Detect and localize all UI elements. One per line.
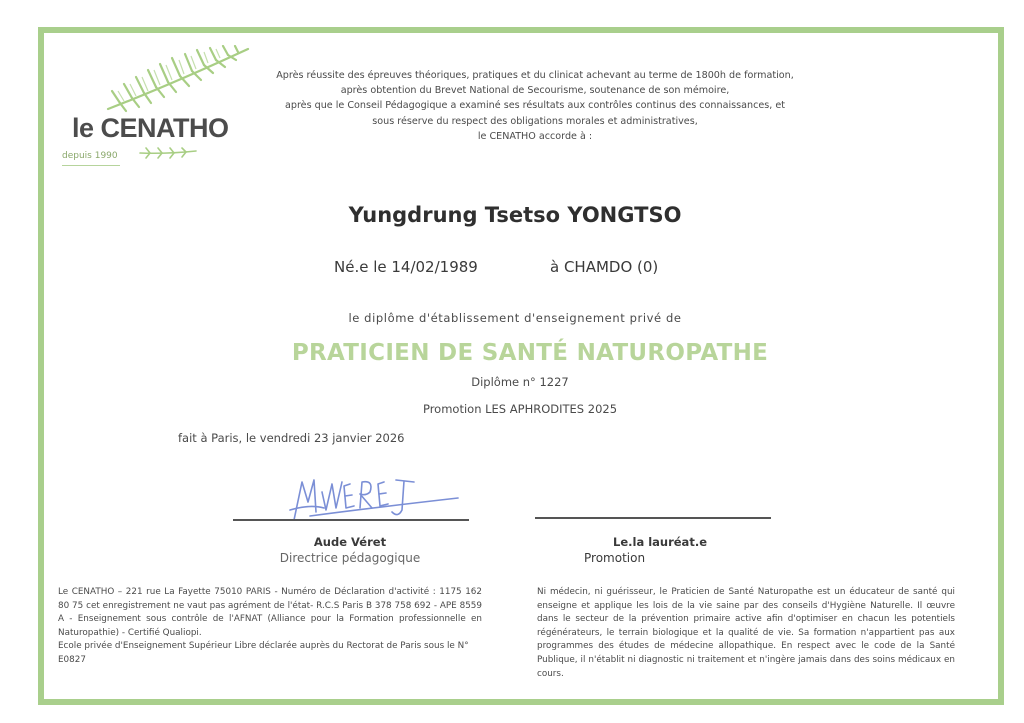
signature-line-left [233, 519, 469, 521]
recipient-name: Yungdrung Tsetso YONGTSO [348, 203, 682, 227]
signature-line-right [535, 517, 771, 519]
birth-date: Né.e le 14/02/1989 [334, 258, 478, 276]
fern-icon [60, 45, 255, 115]
footer-legal [58, 586, 482, 668]
logo-since: depuis 1990 [62, 151, 118, 161]
logo-wordmark: le CENATHO [72, 113, 229, 143]
signer-name: Aude Véret [313, 535, 387, 549]
diploma-number: Diplôme n° 1227 [471, 375, 569, 389]
diploma-title: PRATICIEN DE SANTÉ NATUROPATHE [291, 340, 769, 366]
intro-line: sous réserve du respect des obligations morales et administratives, [372, 115, 698, 127]
issue-date-place: fait à Paris, le vendredi 23 janvier 2026 [178, 431, 405, 445]
laureate-role: Promotion [584, 551, 646, 565]
footer-disclaimer: Ni médecin, ni guérisseur, le Praticien de Santé Naturopathe est un éducateur de santé qui enseigne et applique les lois de la vie saine par des conseils d'Hygiène Naturelle. Il œuvre dans le secteur de la prévention primaire active afin d'optimiser en chacun les potentiels régénérateurs, le terrain biologique et la qualité de vie. Sa formation n'appartient pas aux programmes des études de médecine allopathique. En respect avec le code de la Santé Publique, il n'établit ni diagnostic ni traitement et n'ingère jamais dans des soins médicaux en cours. [537, 587, 955, 679]
intro-paragraph [265, 68, 805, 144]
intro-line: après que le Conseil Pédagogique a examiné ses résultats aux contrôles continus des connaissances, et [284, 100, 786, 112]
footer-legal-text-2: Ecole privée d'Enseignement Supérieur Libre déclarée auprès du Rectorat de Paris sous le N° E0827 [58, 641, 469, 665]
diploma-intro: le diplôme d'établissement d'enseignement privé de [348, 311, 682, 325]
signer-role: Directrice pédagogique [279, 551, 421, 565]
promotion: Promotion LES APHRODITES 2025 [422, 402, 618, 416]
birth-place: à CHAMDO (0) [550, 258, 659, 276]
cenatho-logo [60, 45, 255, 170]
logo-underline [62, 165, 120, 166]
intro-line: après obtention du Brevet National de Secourisme, soutenance de son mémoire, [340, 85, 730, 97]
laureate-label: Le.la lauréat.e [613, 535, 707, 549]
fern-tail-icon [138, 145, 198, 161]
intro-line: le CENATHO accorde à : [477, 130, 593, 142]
footer-legal-text: Le CENATHO – 221 rue La Fayette 75010 PARIS - Numéro de Déclaration d'activité : 1175 162 80 75 cet enregistrement ne vaut pas agrément de l'état- R.C.S Paris B 378 758 692 - APE 8559 A - Enseignement sous contrôle de l'AFNAT (Alliance pour la Formation professionnelle en Naturopathie) - Certifié Qualiopi. [58, 587, 482, 638]
intro-line: Après réussite des épreuves théoriques, pratiques et du clinicat achevant au terme de 1800h de formation, [276, 70, 794, 81]
